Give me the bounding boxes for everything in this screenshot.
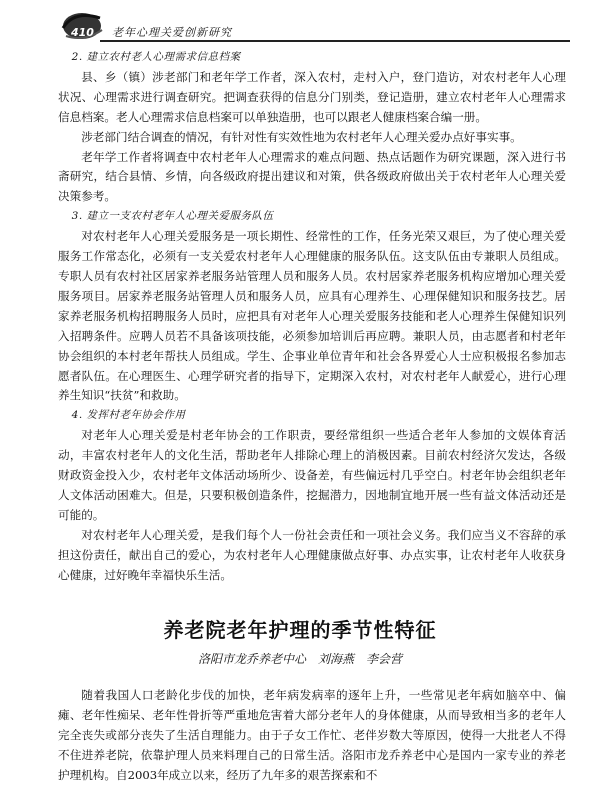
article-body	[58, 686, 566, 786]
paragraph: 对农村老年人心理关爱，是我们每个人一份社会责任和一项社会义务。我们应当义不容辞的承担这份责任，献出自己的爱心，为农村老年人心理健康做点好事、办点实事，让农村老年人收获身心健康，过好晚年幸福快乐生活。	[58, 527, 566, 582]
header-rule	[100, 40, 570, 42]
article-authors: 洛阳市龙乔养老中心 刘海燕 李会营	[197, 652, 402, 666]
subheading: 2. 建立农村老人心理需求信息档案	[71, 51, 241, 63]
journal-title: 老年心理关爱创新研究	[112, 26, 232, 39]
paragraph: 老年学工作者将调查中农村老年人心理需求的难点问题、热点话题作为研究课题，深入进行书斋研究，结合县情、乡情，向各级政府提出建议和对策，供各级政府做出关于农村老年人心理关爱决策参考。	[58, 149, 566, 204]
paragraph: 随着我国人口老龄化步伐的加快，老年病发病率的逐年上升，一些常见老年病如脑卒中、偏瘫、老年性痴呆、老年性骨折等严重地危害着大部分老年人的身体健康，从而导致相当多的老年人完全丧失或部分丧失了生活自理能力。由于子女工作忙、老伴岁数大等原因，使得一大批老人不得不住进养老院，依靠护理人员来料理自己的日常生活。洛阳市龙乔养老中心是国内一家专业的养老护理机构。自2003年成立以来，经历了九年多的艰苦探索和不	[58, 688, 566, 782]
page-number: 410	[71, 26, 94, 39]
paragraph: 对农村老年人心理关爱服务是一项长期性、经常性的工作，任务光荣又艰巨，为了使心理关爱服务工作常态化，必须有一支关爱农村老年人心理健康的服务队伍。这支队伍由专兼职人员组成。专职人员有农村社区居家养老服务站管理人员和服务人员。农村居家养老服务机构应增加心理关爱服务项目。居家养老服务站管理人员和服务人员，应具有心理养生、心理保健知识和服务技艺。居家养老服务机构招聘服务人员时，应把具有对老年人心理关爱服务技能和老人心理养生保健知识列入招聘条件。应聘人员若不具备该项技能，必须参加培训后再应聘。兼职人员，由志愿者和村老年协会组织的本村老年帮扶人员组成。学生、企事业单位青年和社会各界爱心人士应积极报名参加志愿者队伍。在心理医生、心理学研究者的指导下，定期深入农村，对农村老年人献爱心，进行心理养生知识“扶贫”和救助。	[58, 229, 566, 403]
article-title: 养老院老年护理的季节性特征	[163, 618, 437, 642]
section-body	[58, 48, 566, 585]
subheading: 4. 发挥村老年协会作用	[71, 409, 186, 422]
paragraph: 对老年人心理关爱是村老年协会的工作职责，要经常组织一些适合老年人参加的文娱体育活动，丰富农村老年人的文化生活，帮助老年人排除心理上的消极因素。目前农村经济欠发达，各级财政资金投入少，农村老年文体活动场所少、设备差，有些偏远村几乎空白。村老年协会组织老年人文体活动困难大。但是，只要积极创造条件，挖掘潜力，因地制宜地开展一些有益文体活动还是可能的。	[58, 428, 566, 522]
paragraph: 县、乡（镇）涉老部门和老年学工作者，深入农村，走村入户，登门造访，对农村老年人心理状况、心理需求进行调查研究。把调查获得的信息分门别类，登记造册，建立农村老年人心理需求信息档案。老人心理需求信息档案可以单独造册，也可以跟老人健康档案合编一册。	[58, 69, 566, 124]
page-header	[0, 0, 600, 50]
subheading: 3. 建立一支农村老年人心理关爱服务队伍	[71, 210, 274, 223]
paragraph: 涉老部门结合调查的情况，有针对性有实效性地为农村老年人心理关爱办点好事实事。	[81, 129, 522, 144]
